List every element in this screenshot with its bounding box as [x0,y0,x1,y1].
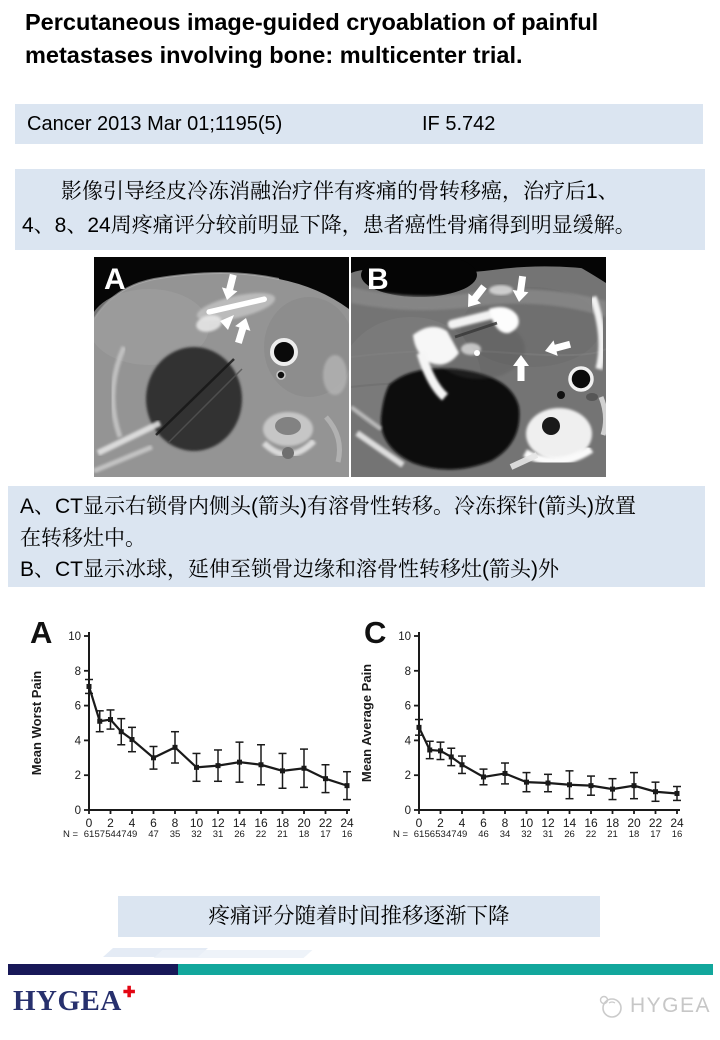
page-title: Percutaneous image-guided cryoablation of painful metastases involving bone: multicenter trial. [25,9,599,69]
svg-text:22: 22 [585,829,597,840]
svg-text:21: 21 [607,829,618,840]
journal-citation: Cancer 2013 Mar 01;1195(5) [27,112,283,135]
svg-text:0: 0 [74,805,81,817]
footer-deco-shape [154,950,313,958]
svg-text:47: 47 [115,829,127,840]
svg-text:17: 17 [320,829,331,840]
pain-score-chart-svg [355,603,687,855]
svg-text:10: 10 [519,816,534,830]
svg-text:46: 46 [478,829,489,840]
svg-text:31: 31 [542,829,554,840]
svg-text:0: 0 [404,805,411,817]
conclusion-banner: 疼痛评分随着时间推移逐渐下降 [118,896,600,937]
svg-text:24: 24 [340,816,354,830]
abstract-block [15,169,705,250]
svg-text:22: 22 [648,816,663,830]
svg-text:18: 18 [628,829,640,840]
svg-text:0: 0 [85,816,93,830]
svg-text:12: 12 [541,816,555,830]
svg-text:26: 26 [234,829,245,840]
hygea-watermark-text: HYGEA [630,994,712,1017]
hygea-logo-text: HYGEA [13,985,122,1017]
hygea-watermark [597,993,711,1019]
abstract-line-1: 影像引导经皮冷冻消融治疗伴有疼痛的骨转移癌，治疗后1、 [61,180,619,203]
svg-text:35: 35 [169,829,181,840]
svg-text:4: 4 [404,735,411,748]
svg-text:47: 47 [148,829,159,840]
svg-text:4: 4 [74,735,81,748]
svg-text:22: 22 [255,829,267,840]
impact-factor: IF 5.742 [422,112,496,135]
hygea-logo [13,985,135,1018]
svg-text:18: 18 [605,816,620,830]
svg-text:16: 16 [584,816,598,830]
ct-panel-a [94,257,349,477]
svg-text:4: 4 [458,816,466,830]
svg-text:2: 2 [74,770,81,783]
svg-text:Mean Worst Pain: Mean Worst Pain [29,670,44,776]
pain-score-chart-svg [25,603,357,855]
svg-text:16: 16 [254,816,268,830]
svg-text:32: 32 [191,829,202,840]
figure-caption [8,486,705,587]
abstract-line-2: 4、8、24周疼痛评分较前明显下降，患者癌性骨痛得到明显缓解。 [22,214,636,237]
svg-text:8: 8 [74,665,81,678]
svg-text:17: 17 [650,829,661,840]
svg-text:18: 18 [275,816,290,830]
footer-bar-navy [8,964,178,975]
svg-text:4: 4 [128,816,136,830]
svg-text:20: 20 [297,816,311,830]
svg-text:10: 10 [398,631,411,643]
svg-text:61: 61 [413,829,425,840]
svg-text:12: 12 [211,816,225,830]
panel-b-label: B [367,263,390,296]
svg-text:61: 61 [83,829,95,840]
svg-text:47: 47 [445,829,457,840]
journal-bar [15,104,703,144]
svg-text:8: 8 [404,665,411,678]
caption-line-a: A、CT显示右锁骨内侧头(箭头)有溶骨性转移。冷冻探针(箭头)放置在转移灶中。 [20,495,636,550]
svg-text:6: 6 [404,700,411,713]
svg-text:N =: N = [62,829,78,840]
chart-a-label: A [30,615,53,650]
svg-text:14: 14 [562,816,577,830]
ct-image-a [94,257,349,477]
svg-text:57: 57 [94,829,106,840]
svg-text:34: 34 [499,829,511,840]
hygea-emblem-icon [597,993,624,1019]
svg-text:8: 8 [171,816,179,830]
svg-text:18: 18 [298,829,310,840]
svg-text:16: 16 [341,829,353,840]
svg-text:0: 0 [415,816,423,830]
svg-text:14: 14 [232,816,247,830]
svg-text:56: 56 [424,829,436,840]
panel-a-label: A [104,263,127,296]
svg-text:21: 21 [277,829,288,840]
chart-c-label: C [364,615,387,650]
svg-text:31: 31 [212,829,224,840]
svg-text:53: 53 [435,829,446,840]
svg-text:Mean Average Pain: Mean Average Pain [359,663,374,783]
caption-line-b: B、CT显示冰球，延伸至锁骨边缘和溶骨性转移灶(箭头)外 [20,558,559,581]
svg-text:49: 49 [456,829,468,840]
svg-text:10: 10 [189,816,204,830]
chart-mean-average-pain [355,603,687,855]
footer-bar-teal [178,964,713,975]
ct-figure [94,257,606,477]
svg-text:26: 26 [564,829,575,840]
svg-text:22: 22 [318,816,333,830]
svg-text:2: 2 [437,816,444,830]
svg-text:6: 6 [150,816,157,830]
svg-text:32: 32 [521,829,532,840]
svg-text:49: 49 [126,829,138,840]
chart-mean-worst-pain [25,603,357,855]
svg-text:54: 54 [105,829,116,840]
svg-text:8: 8 [501,816,509,830]
svg-text:2: 2 [404,770,411,783]
svg-text:20: 20 [627,816,641,830]
svg-text:10: 10 [68,631,81,643]
svg-text:2: 2 [107,816,114,830]
red-cross-icon: ✚ [122,984,136,1001]
svg-text:N =: N = [392,829,408,840]
svg-text:16: 16 [671,829,683,840]
svg-text:24: 24 [670,816,684,830]
ct-panel-b [351,257,606,477]
svg-text:6: 6 [480,816,487,830]
svg-text:6: 6 [74,700,81,713]
